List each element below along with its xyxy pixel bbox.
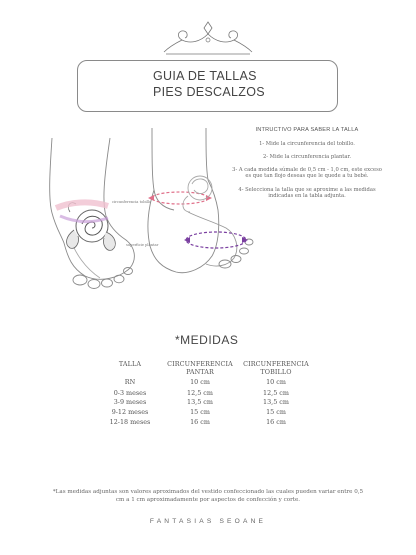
ankle-circumference-marker <box>148 192 212 204</box>
cell-plantar: 10 cm <box>190 378 210 386</box>
label-sole: superficie plantar <box>126 243 159 247</box>
instruction-step-2: 2- Mide la circunferencia plantar. <box>262 154 352 160</box>
cell-size: 12-18 meses <box>109 418 151 426</box>
header-ankle: CIRCUNFERENCIA TOBILLO <box>243 360 309 376</box>
page-title: GUIA DE TALLAS <box>153 69 257 83</box>
label-ankle: circunferencia tobillo <box>112 200 152 204</box>
footnote: *Las medidas adjuntas son valores aproximados del vestido confeccionado las cuales pueden variar entre 0,5 cm a 1 cm aproximadamente por aspectos de confección y corte. <box>52 489 364 503</box>
cell-plantar: 13,5 cm <box>187 398 213 406</box>
measures-title: *MEDIDAS <box>175 333 239 347</box>
cell-plantar: 16 cm <box>190 418 210 426</box>
instruction-step-4: 4- Selecciona la talla que se aproxime a las medidas indicadas en la tabla adjunta. <box>238 187 376 200</box>
rose-decoration-icon <box>67 203 116 251</box>
title-frame <box>77 60 338 112</box>
instruction-step-1: 1- Mide la circunferencia del tobillo. <box>259 141 355 147</box>
header-size: TALLA <box>118 360 142 368</box>
cell-ankle: 13,5 cm <box>263 398 289 406</box>
cell-plantar: 15 cm <box>190 408 210 416</box>
cell-size: 9-12 meses <box>111 408 149 416</box>
cell-plantar: 12,5 cm <box>187 389 213 397</box>
header-plantar: CIRCUNFERENCIA PANTAR <box>167 360 233 376</box>
brand-name: FANTASIAS SEOANE <box>149 518 267 525</box>
cell-ankle: 15 cm <box>266 408 286 416</box>
cell-size: RN <box>124 378 136 386</box>
cell-ankle: 10 cm <box>266 378 286 386</box>
cell-ankle: 16 cm <box>266 418 286 426</box>
page-subtitle: PIES DESCALZOS <box>153 85 265 99</box>
cell-size: 3-9 meses <box>113 398 147 406</box>
flower-decoration-icon <box>183 176 212 212</box>
feet-illustration <box>30 118 390 318</box>
decorative-ornament <box>160 18 256 58</box>
cell-ankle: 12,5 cm <box>263 389 289 397</box>
cell-size: 0-3 meses <box>113 389 147 397</box>
instructions-heading: INTRUCTIVO PARA SABER LA TALLA <box>255 127 359 133</box>
instruction-step-3: 3- A cada medida súmale de 0,5 cm - 1,0 cm, este exceso es que tan flojo deseas que le quede a tu bebé. <box>232 167 382 180</box>
